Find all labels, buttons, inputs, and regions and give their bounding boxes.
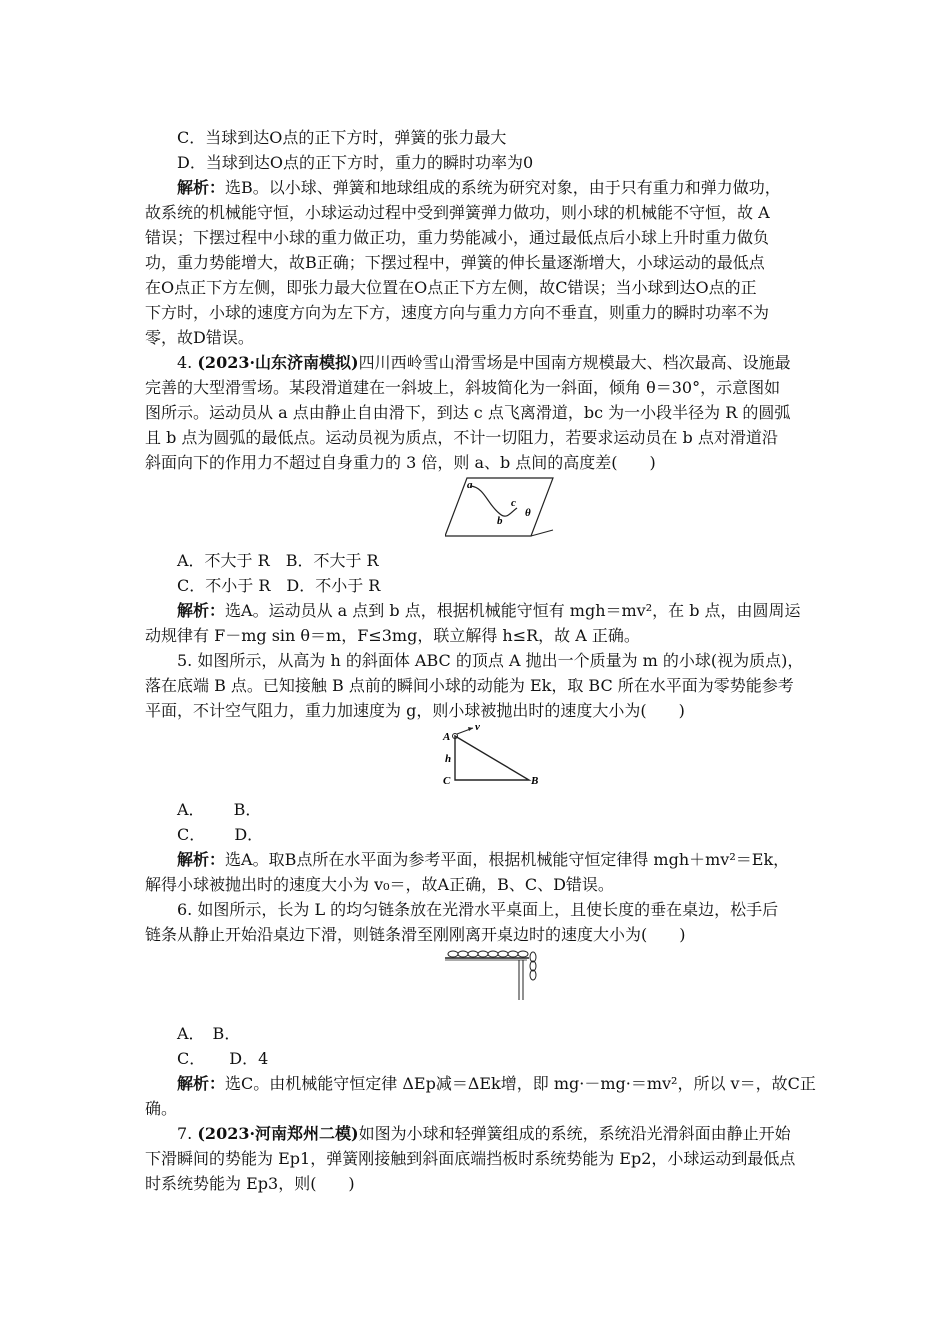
fig-label-C: C [443, 775, 451, 787]
fig-label-h: h [445, 753, 452, 765]
fig-label-b: b [497, 515, 503, 527]
q4-source: (2023·山东济南模拟) [197, 353, 359, 372]
q5-incline-figure [437, 722, 549, 788]
q6-solution-line: 解析：选C。由机械能守恒定律 ΔEp减＝ΔEk增，即 mg·－mg·＝mv²，所以 v＝，故C正 [177, 1074, 816, 1093]
q5-options-cd: C． D． [177, 825, 264, 844]
q7-stem-line: 下滑瞬间的势能为 Ep1，弹簧刚接触到斜面底端挡板时系统势能为 Ep2，小球运动到最低点 [145, 1149, 796, 1168]
q6-options-ab: A． B． [177, 1024, 241, 1043]
q4-options-cd: C．不小于 R D．不小于 R [177, 576, 381, 595]
fig-label-A: A [443, 731, 451, 743]
q3-solution-line: 在O点正下方左侧，即张力最大位置在O点正下方左侧，故C错误；当小球到达O点的正 [145, 278, 757, 297]
q5-solution-line: 解析：选A。取B点所在水平面为参考平面，根据机械能守恒定律得 mgh＋mv²＝Ek， [177, 850, 790, 869]
fig-label-B: B [531, 775, 539, 787]
q3-solution-line: 故系统的机械能守恒，小球运动过程中受到弹簧弹力做功，则小球的机械能不守恒，故 A [145, 203, 770, 222]
q4-options-ab: A．不大于 R B．不大于 R [177, 551, 379, 570]
q4-slope-figure [445, 476, 555, 538]
q3-solution-line: 错误；下摆过程中小球的重力做正功，重力势能减小，通过最低点后小球上升时重力做负 [145, 228, 770, 247]
q4-stem-line: 图所示。运动员从 a 点由静止自由滑下，到达 c 点飞离滑道，bc 为一小段半径为 R 的圆弧 [145, 403, 791, 422]
q5-solution-line: 解得小球被抛出时的速度大小为 v₀＝，故A正确，B、C、D错误。 [145, 875, 614, 894]
q3-option-d: D．当球到达O点的正下方时，重力的瞬时功率为0 [177, 153, 534, 172]
solution-label: 解析： [177, 1074, 226, 1093]
q3-solution-line: 功，重力势能增大，故B正确；下摆过程中，弹簧的伸长量逐渐增大，小球运动的最低点 [145, 253, 765, 272]
q4-stem-line: 4. (2023·山东济南模拟)四川西岭雪山滑雪场是中国南方规模最大、档次最高、设施最 [177, 353, 791, 372]
q3-solution-line: 零，故D错误。 [145, 328, 254, 347]
q4-solution-line: 解析：选A。运动员从 a 点到 b 点，根据机械能守恒有 mgh＝mv²，在 b 点，由圆周运 [177, 601, 801, 620]
q4-solution-line: 动规律有 F－mg sin θ＝m，F≤3mg，联立解得 h≤R，故 A 正确。 [145, 626, 640, 645]
q7-stem-line: 时系统势能为 Ep3，则( ) [145, 1174, 355, 1193]
q5-options-ab: A． B． [177, 800, 262, 819]
q6-stem-line: 链条从静止开始沿桌边下滑，则链条滑至刚刚离开桌边时的速度大小为( ) [145, 925, 686, 944]
q5-stem-line: 落在底端 B 点。已知接触 B 点前的瞬间小球的动能为 Ek，取 BC 所在水平面为零势能参考 [145, 676, 794, 695]
q5-stem-line: 5. 如图所示，从高为 h 的斜面体 ABC 的顶点 A 抛出一个质量为 m 的小球(视为质点)， [177, 651, 804, 670]
fig-label-c: c [511, 497, 516, 509]
q4-stem-line: 且 b 点为圆弧的最低点。运动员视为质点，不计一切阻力，若要求运动员在 b 点对滑道沿 [145, 428, 778, 447]
fig-label-theta: θ [525, 507, 531, 519]
q4-stem-line: 斜面向下的作用力不超过自身重力的 3 倍，则 a、b 点间的高度差( ) [145, 453, 656, 472]
q3-solution-line: 下方时，小球的速度方向为左下方，速度方向与重力方向不垂直，则重力的瞬时功率不为 [145, 303, 770, 322]
q6-solution-line: 确。 [145, 1099, 178, 1118]
fig-label-v: v [475, 722, 480, 733]
solution-label: 解析： [177, 850, 226, 869]
q6-options-cd: C． D．4 [177, 1049, 269, 1068]
q6-chain-figure [445, 948, 545, 1002]
q6-stem-line: 6. 如图所示，长为 L 的均匀链条放在光滑水平桌面上，且使长度的垂在桌边，松手后 [177, 900, 779, 919]
solution-label: 解析： [177, 601, 226, 620]
q3-option-c: C．当球到达O点的正下方时，弹簧的张力最大 [177, 128, 507, 147]
solution-label: 解析： [177, 178, 226, 197]
q3-solution-line: 解析：选B。以小球、弹簧和地球组成的系统为研究对象，由于只有重力和弹力做功， [177, 178, 781, 197]
q7-source: (2023·河南郑州二模) [197, 1124, 359, 1143]
q7-stem-line: 7. (2023·河南郑州二模)如图为小球和轻弹簧组成的系统，系统沿光滑斜面由静止开始 [177, 1124, 791, 1143]
q4-stem-line: 完善的大型滑雪场。某段滑道建在一斜坡上，斜坡简化为一斜面，倾角 θ＝30°，示意图如 [145, 378, 781, 397]
q5-stem-line: 平面，不计空气阻力，重力加速度为 g，则小球被抛出时的速度大小为( ) [145, 701, 685, 720]
fig-label-a: a [467, 479, 473, 491]
